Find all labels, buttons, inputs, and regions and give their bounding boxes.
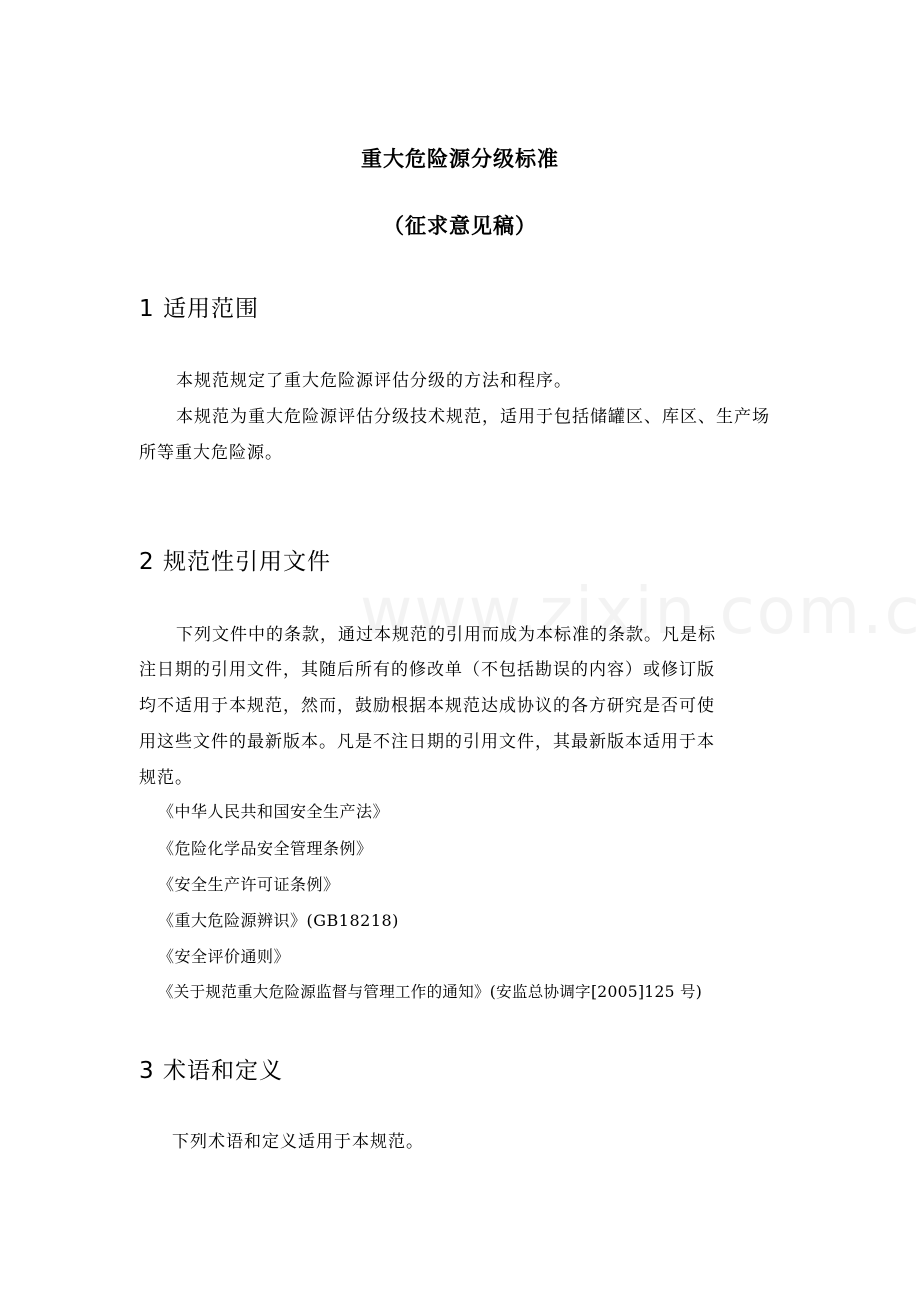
reference-item: 《重大危险源辨识》(GB18218) — [158, 911, 399, 930]
section-2-paragraph-line: 注日期的引用文件，其随后所有的修改单（不包括勘误的内容）或修订版 — [139, 660, 715, 680]
document-title: 重大危险源分级标准 — [361, 147, 559, 171]
section-1-paragraph-2-line-1: 本规范为重大危险源评估分级技术规范，适用于包括储罐区、库区、生产场 — [176, 407, 770, 427]
reference-item: 《关于规范重大危险源监督与管理工作的通知》(安监总协调字[2005]125 号) — [158, 983, 703, 1001]
section-2-paragraph-line: 均不适用于本规范，然而，鼓励根据本规范达成协议的各方研究是否可使 — [139, 696, 715, 716]
document-subtitle: （征求意见稿） — [383, 214, 537, 238]
reference-item: 《中华人民共和国安全生产法》 — [158, 802, 390, 821]
section-2-heading: 2 规范性引用文件 — [139, 549, 331, 575]
section-2-paragraph-line: 下列文件中的条款，通过本规范的引用而成为本标准的条款。凡是标 — [176, 625, 716, 645]
reference-item: 《安全评价通则》 — [158, 947, 291, 966]
section-3-heading: 3 术语和定义 — [139, 1058, 283, 1084]
section-1-paragraph-1: 本规范规定了重大危险源评估分级的方法和程序。 — [176, 371, 572, 391]
section-1-paragraph-2-line-2: 所等重大危险源。 — [139, 443, 283, 463]
reference-item: 《危险化学品安全管理条例》 — [158, 839, 373, 858]
reference-item: 《安全生产许可证条例》 — [158, 875, 340, 894]
section-2-paragraph-line: 规范。 — [139, 768, 193, 788]
section-1-heading: 1 适用范围 — [139, 296, 259, 322]
section-2-paragraph-line: 用这些文件的最新版本。凡是不注日期的引用文件，其最新版本适用于本 — [139, 732, 715, 752]
section-3-paragraph-1: 下列术语和定义适用于本规范。 — [172, 1132, 424, 1152]
